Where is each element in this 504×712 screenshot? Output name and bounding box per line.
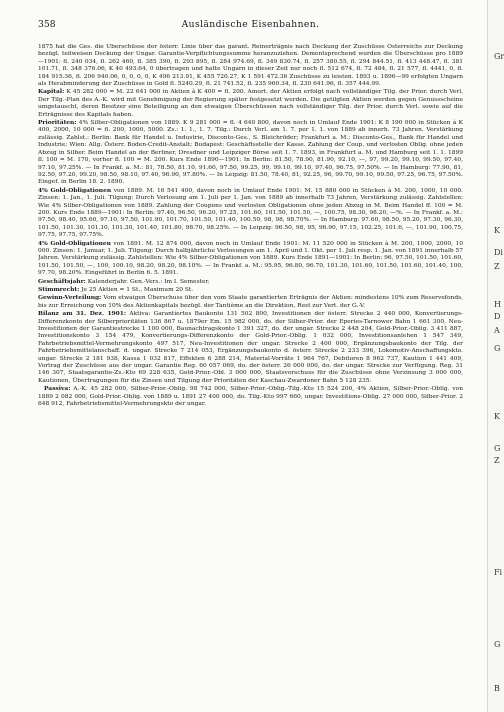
paragraph-lead: Geschäftsjahr: — [38, 277, 86, 285]
paragraph-lead: 4% Gold-Obligationen — [38, 239, 111, 247]
paragraph-kapital — [38, 88, 463, 119]
paragraph-lead: 4% Gold-Obligationen — [38, 186, 112, 194]
facing-page-edge — [487, 0, 504, 712]
paragraph-text: A.-K. 45 282 000, Silber-Prior.-Oblig. 98 742 000, Silber-Prior.-Oblig.-Tilg.-Kto 15 524 200, 4% Aktien, Silber-Prior.-Oblig. von 1889 2 082 000, Gold-Prior.-Oblig. von 1889 u. 1891 27 400 000, do. Tilg.-Kto 997 660, ungar. Investitions-Oblig. 27 000 000, Silber-Prior. 2 648 912, Fahrbetriebsmittel-Vermehrungskto der ungar. — [38, 386, 463, 408]
paragraph-gewinn-verteilung — [38, 294, 463, 310]
body-text — [38, 44, 463, 704]
paragraph-lead: Bilanz am 31. Dez. 1901: — [38, 310, 127, 318]
edge-letter: B — [494, 684, 500, 693]
paragraph-text: von 1891. M. 12 874 000, davon noch in Umlauf Ende 1901: M. 11 520 000 in Stücken à M. 200, 1000, 2000, 10 000. Zinsen: 1. Januar, 1. Juli. Tilgung: Durch halbjährliche Verlosungen am 1. April und 1. Okt. per 1. Juli resp. 1. Jan. von 1891 innerhalb 57 Jahren. Verstärkung zulässig. Zahlstellen: Wie 4% Silber-Obligationen von 1889. Kurs Ende 1891—1901: In Berlin: 96, 97.50, 101.50, 101.60, 101.50, 101.50, —, 100, 100.10, 98.20, 98.20, 98.10%. — In Frankf. a. M.: 95.95, 96.80, 96.70, 101.30, 101.60, 101.50, 101.60, 101.40, 100, 97.70, 98.20%. Eingeführt in Berlin 6. 5. 1891. — [38, 240, 463, 277]
paragraph-prioritaeten — [38, 119, 463, 187]
running-head: Ausländische Eisenbahnen. — [181, 19, 320, 30]
edge-letter: Gr — [494, 52, 504, 61]
edge-letter: G — [494, 640, 501, 649]
edge-letter: Z — [494, 456, 500, 465]
edge-letter: G — [494, 444, 501, 453]
paragraph-lead: Kapital: — [38, 88, 65, 96]
paragraph-lead: Prioritäten: — [38, 119, 77, 127]
paragraph-text: Aktiva: Garantiertes Baukonto 131 502 800, Investitionen der österr. Strecke 2 440 000, Konvertierungs-Differenzkonto der Silberprioritäten 136 867 u. 1879er Em. 15 982 000, do. der Silber-Prior. der Eperies-Tarnower Bahn 1 661 300, Neu-Investitionen der Garantiestrecke 1 100 000, Baunachtragskonto 1 391 327, do. der ungar. Strecke 2 448 204, Gold-Prior.-Oblig. 3 411 887, Investitionskonto 3 154 479, Konvertierungs-Differenzkonto der Gold-Prior.-Oblig. 1 032 000, Investitionsanlehen 1 547 349, Fahrbetriebsmittel-Vermehrungskonto 497 517, Neu-Investitionen der ungar. Strecke 2 400 000, Ergänzungsbaukonto der Tilg. der Fahrbetriebsmittelanschaff. d. ungar. Strecke 7 214 053, Ergänzungsbaukonto d. österr. Strecke 2 233 396, Lokomotiv-Anschaffungskto. ungar. Strecke 2 181 938, Kassa 1 032 817, Effekten 6 288 214, Material-Vorräte 1 964 767, Debitoren 8 962 737, Kaution 1 441 409, Vortrag der Zuschüsse aus der ungar. Garantie Reg. 60 057 069, do. der österr. 26 000 000, do. der ungar. Strecke zur Verfügung. Reg. 31 146 307, Staatsgarantie-Zs.-Kto 69 228 635, Gold-Prior.-Obl. 3 000 000, Staatsvorschuss für die Zuschüsse ohne Verzinsung 3 000 000, Kautionen, Übertragungen für die Zinsen und Tilgung der Prioritäten der Kaschau-Zwardoner Bahn 5 128 235. — [38, 311, 463, 384]
paragraph-geschaeftsjahr — [38, 278, 463, 286]
edge-letter: D — [494, 312, 501, 321]
edge-letter: A — [494, 326, 500, 335]
paragraph-lead: Passiva: — [44, 385, 71, 393]
page-number: 358 — [38, 19, 56, 30]
paragraph-stimmrecht — [38, 286, 463, 294]
paragraph-text: von 1889. M. 16 541 400, davon noch in Umlauf Ende 1901: M. 15 880 000 in Stücken à M. 200, 1000, 10 000. Zinsen: 1. Jan., 1. Juli. Tilgung: Durch Verlosung am 1. Juli per 1. Jan. von 1889 ab innerhalb 73 Jahren, Verstärkung zulässig. Zahlstellen: Wie 4% Silber-Obligationen von 1889. Zahlung der Coupons und verlosten Obligationen ohne jeden Abzug in M. Beim Handel ff. 100 = M. 200. Kurs Ende 1889—1901: In Berlin: 97.40, 96.50, 96.20, 97.25, 101.60, 101.50, 101.50, —, 100.75, 98.30, 98.20, —%. — In Frankf. a. M.: 97.50, 98.40, 95.60, 97.10, 97.50, 101.90, 101.70, 101.50, 101.40, 100.50, 98, 98, 98.70%. — In Hamburg: 97.60, 98.50, 95.20, 97.30, 96.30, 101.50, 101.30, 101.10, 101.30, 101.40, 101.80, 98.70, 98.25%. — In Leipzig: 96.50, 98, 95, 96.90, 97.15, 102.25, 101.6, —, 101.90, 100.75, 97.75, 97.75, 97.75%. — [38, 187, 463, 239]
paragraph-text: Vom etwaigen Überschuss über den vom Staate garantierten Erträgnis der Aktien: mindestens 10% zum Reservefonds, bis zur Erreichung von 10% des Aktienkapitals bezügl. der Tantième an die Direktion, Rest zur Vert. der G.-V. — [38, 295, 463, 309]
edge-letter: H — [494, 300, 501, 309]
paragraph-text: Kalenderjahr. Gen.-Vers.: Im I. Semester. — [87, 278, 210, 285]
edge-letter: Di — [494, 248, 503, 257]
paragraph-gold-obligationen-1889 — [38, 187, 463, 240]
paragraph-garantie — [38, 44, 463, 88]
page-header — [38, 18, 463, 32]
edge-letter: K — [494, 226, 500, 235]
paragraph-bilanz — [38, 310, 463, 385]
paragraph-text: 1875 hat die Ges. die Überschüsse der österr. Linie über das garant. Reinerträgnis nach Deckung der Zuschüsse Österreichs zur Deckung bezügl. teilweisen Deckung der Ungar. Garantie-Verpflichtungssumme heranzuziehen. Dementsprechend wurden die Überschüsse pro 1889—1901: fl. 240 034, fl. 262 460, fl. 385 390, fl. 293 895, fl. 284 974.69, fl. 349 830.74, fl. 257 380.55, fl. 294 844.51, fl. 413 448.47, fl. 381 101.71, fl. 348 376.06, K 40 493.64, 0 übertragen und hatte Ungarn in dieser Zeit nur noch fl. 512 674, fl. 72 484, fl. 21 577, fl. 4441, 0, fl. 184 915.36, fl. 206 940.06, 0, 0, 0, 0, K 496 213.91, K 455 720.27, K 1 591 472.36 Zuschüsse zu leisten. 1893 u. 1896—99 erfolgten Ungarn als Herabminderung der Zuschüsse in Gold fl. 5240.29, fl. 21 741.52, fl. 235 960.34, fl. 230 641.96, fl. 357 444.99. — [38, 44, 463, 88]
edge-letter: K — [494, 412, 500, 421]
paragraph-lead: Stimmrecht: — [38, 286, 80, 293]
edge-letter: Z — [494, 262, 500, 271]
paragraph-text: Je 25 Aktien = 1 St., Maximum 20 St. — [81, 287, 194, 293]
paragraph-text: K 45 282 000 = M. 22 641 000 in Aktien à K 400 = fl. 200. Amort. der Aktien erfolgt nach vollständiger Tilg. der Prior. durch Verl. Der Tilg.-Plan des A.-K. wird mit Genehmigung der Regierung später festgesetzt werden. Die getilgten Aktien werden gegen Genussscheine umgetauscht, deren Besitzer eine Beteiligung an den etwaigen Überschüssen nach vollständiger Tilg. der Prior. durch Verl. sowie auf die Erträgnisse des Kapitals haben. — [38, 89, 463, 118]
paragraph-gold-obligationen-1891 — [38, 240, 463, 278]
edge-letter: Fi — [494, 568, 503, 577]
paragraph-passiva — [38, 385, 463, 408]
paragraph-text: 4% Silber-Obligationen von 1889. K 9 281 000 = fl. 4 640 800, davon noch in Umlauf Ende 1901: K 8 190 000 in Stücken à K 400, 2000, 10 000 = fl. 200, 1000, 5000. Zs.: 1. 1., 1. 7. Tilg.: Durch Verl. am 1. 7. per 1. 1. von 1889 ab innerh. 73 Jahren. Verstärkung zulässig. Zahlst.: Berlin: Bank für Handel u. Industrie, Disconto-Ges., S. Bleichröder; Frankfurt a. M.: Disconto-Ges., Bank für Handel und Industrie; Wien: Allg. Österr. Boden-Credit-Anstalt; Budapest: Geschäftsstelle der Kasse. Zahlung der Coup. und verlosten Oblig. ohne jeden Abzug in Silber. Beim Handel an der Berliner, Dresdner und Leipziger Börse seit 1. 7. 1893, in Frankfurt a. M. und Hamburg seit 1. 1. 1899 fl. 100 = M. 170, vorher fl. 100 = M. 200. Kurs Ende 1890—1901: In Berlin: 81.50, 78.90, 81.90, 92.10, —, 97, 99.20, 99.10, 99.50, 97.40, 97.10, 97.25%. — In Frankf. a. M.: 81, 78.50, 81.10, 91.60, 97.50, 99.25, 99, 99.10, 99.10, 97.40, 96.75, 97.50%. — In Hamburg: 77.90, 81, 92.50, 97.20, 99.20, 98.50, 98.10, 97.40, 96.90, 97.80%. — In Leipzig: 81.50, 78.40, 81, 92.25, 96, 99.70, 99.10, 99.50, 97.25, 96.75, 97.50%. Eingef. in Berlin 18. 2. 1890. — [38, 120, 463, 186]
edge-letter: G — [494, 344, 501, 353]
paragraph-lead: Gewinn-Verteilung: — [38, 294, 102, 302]
